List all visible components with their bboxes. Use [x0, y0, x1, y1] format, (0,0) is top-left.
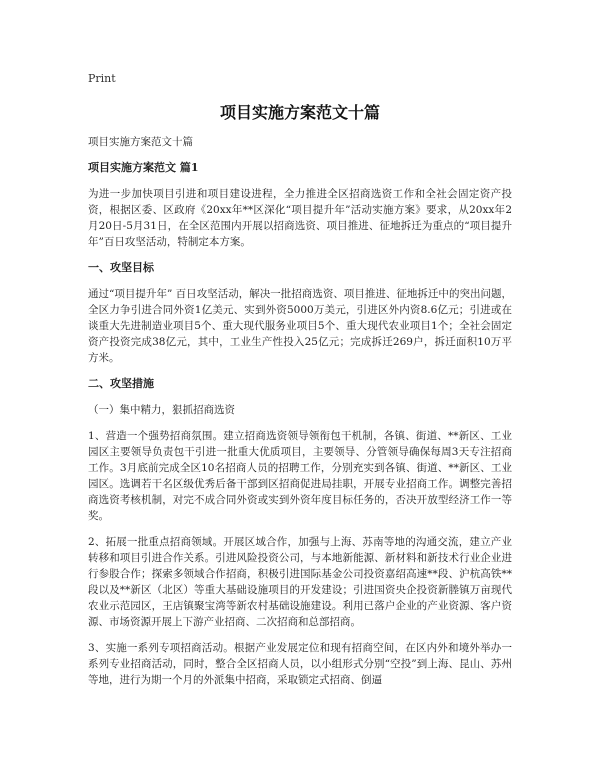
measures-heading: 二、攻坚措施 [88, 377, 154, 390]
section-heading: 项目实施方案范文 篇1 [88, 161, 199, 174]
print-label[interactable]: Print [88, 72, 116, 85]
goal-paragraph: 通过“项目提升年” 百日攻坚活动，解决一批招商选资、项目推进、征地拆迁中的突出问题，全区力争引进合同外资1亿美元、实到外资5000万美元，引进区外内资8.6亿元；引进或在谈重大先进制造业项目5个、重大现代服务业项目5个、重大现代农业项目1个；全社会固定资产投资完成38亿元，其中，工业生产性投入25亿元；完成拆迁269户，拆迁面积10万平方米。 [88, 288, 512, 364]
measure-item-3: 3、实施一系列专项招商活动。根据产业发展定位和现有招商空间，在区内外和境外举办一系列专业招商活动，同时，整合全区招商人员，以小组形式分别“空投”到上海、昆山、苏州等地，进行为期一个月的外派集中招商，采取锁定式招商、倒逼 [88, 642, 512, 686]
document-title: 项目实施方案范文十篇 [219, 103, 380, 122]
goal-heading: 一、攻坚目标 [88, 261, 154, 274]
measure-subheading: （一）集中精力，狠抓招商选资 [88, 404, 235, 416]
measure-item-1: 1、营造一个强势招商氛围。建立招商选资领导领衔包干机制，各镇、街道、**新区、工业园区主要领导负责包干引进一批重大优质项目，主要领导、分管领导确保每周3天专注招商工作。3月底前完成全区10名招商人员的招聘工作，分别充实到各镇、街道、**新区、工业园区。选调若干名区级优秀后备干部到区招商促进局挂职，开展专业招商工作。调整完善招商选资考核机制，对完不成合同外资或实到外资年度目标任务的，否决开放型经济工作一等奖。 [88, 430, 512, 522]
measure-item-2: 2、拓展一批重点招商领域。开展区域合作，加强与上海、苏南等地的沟通交流，建立产业转移和项目引进合作关系。引进风险投资公司，与本地新能源、新材料和新技术行业企业进行参股合作；探索多领域合作招商，积极引进国际基金公司投资嘉绍高速**段、沪杭高铁**段以及**新区（北区）等重大基础设施项目的开发建设；引进国资央企投资新塍镇万亩现代农业示范园区，王店镇聚宝湾等新农村基础设施建设。利用已落户企业的产业资源、客户资源、市场资源开展上下游产业招商、二次招商和总部招商。 [88, 536, 512, 628]
document-body [88, 134, 512, 698]
document-subtitle: 项目实施方案范文十篇 [88, 136, 193, 148]
intro-paragraph: 为进一步加快项目引进和项目建设进程，全力推进全区招商选资工作和全社会固定资产投资，根据区委、区政府《20xx年**区深化“项目提升年”活动实施方案》要求，从20xx年2月20日-5月31日，在全区范围内开展以招商选资、项目推进、征地拆迁为重点的“项目提升年”百日攻坚活动，特制定本方案。 [88, 188, 512, 248]
